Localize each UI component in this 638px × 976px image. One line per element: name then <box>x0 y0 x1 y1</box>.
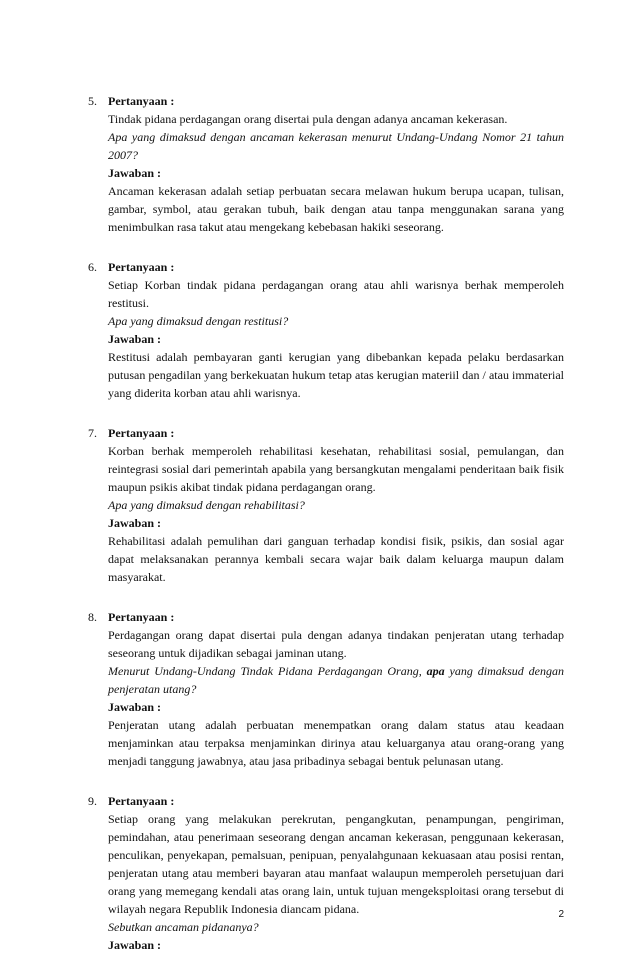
item-number: 6. <box>88 260 97 274</box>
answer-text: Ancaman kekerasan adalah setiap perbuatan secara melawan hukum berupa ucapan, tulisan, gambar, symbol, atau gerakan tubuh, baik dengan atau tanpa menggunakan sarana yang menimbulkan rasa takut atau mengekang kebebasan hakiki seseorang. <box>108 184 564 234</box>
answer-text: Restitusi adalah pembayaran ganti kerugian yang dibebankan kepada pelaku berdasarkan putusan pengadilan yang berkekuatan hukum tetap atas kerugian materiil dan / atau immaterial yang diderita korban atau ahli warisnya. <box>108 350 564 400</box>
answer-label: Jawaban : <box>108 700 162 714</box>
question-text <box>108 662 564 698</box>
question-statement: Tindak pidana perdagangan orang disertai pula dengan adanya ancaman kekerasan. <box>108 112 508 126</box>
qa-list <box>88 92 564 976</box>
qa-item-5 <box>88 92 564 236</box>
question-text: Apa yang dimaksud dengan ancaman kekerasan menurut Undang-Undang Nomor 21 tahun 2007? <box>108 130 564 162</box>
question-label: Pertanyaan : <box>108 94 175 108</box>
qa-item-6 <box>88 258 564 402</box>
item-number: 5. <box>88 94 97 108</box>
answer-label: Jawaban : <box>108 938 162 952</box>
question-statement: Setiap Korban tindak pidana perdagangan orang atau ahli warisnya berhak memperoleh restitusi. <box>108 278 564 310</box>
page-number: 2 <box>558 909 564 920</box>
qa-item-7 <box>88 424 564 586</box>
answer-label: Jawaban : <box>108 516 162 530</box>
question-text-start: Menurut Undang-Undang Tindak Pidana Perdagangan Orang, <box>108 664 427 678</box>
answer-label: Jawaban : <box>108 166 162 180</box>
question-label: Pertanyaan : <box>108 794 175 808</box>
question-text: Sebutkan ancaman pidananya? <box>108 920 259 934</box>
question-text-end: yang dimaksud dengan penjeratan utang? <box>108 664 564 696</box>
question-statement: Perdagangan orang dapat disertai pula dengan adanya tindakan penjeratan utang terhadap seseorang untuk dijadikan sebagai jaminan utang. <box>108 628 564 660</box>
item-number: 7. <box>88 426 97 440</box>
question-statement: Korban berhak memperoleh rehabilitasi kesehatan, rehabilitasi sosial, pemulangan, dan reintegrasi sosial dari pemerintah apabila yang bersangkutan mengalami penderitaan baik fisik maupun psikis akibat tindak pidana perdagangan orang. <box>108 444 564 494</box>
question-label: Pertanyaan : <box>108 260 175 274</box>
qa-item-8 <box>88 608 564 770</box>
question-text: Apa yang dimaksud dengan restitusi? <box>108 314 289 328</box>
answer-label: Jawaban : <box>108 332 162 346</box>
question-text-emphasis: apa <box>426 664 445 678</box>
answer-text: Rehabilitasi adalah pemulihan dari ganguan terhadap kondisi fisik, psikis, dan sosial agar dapat melaksanakan perannya kembali secara wajar baik dalam keluarga maupun dalam masyarakat. <box>108 534 564 584</box>
question-label: Pertanyaan : <box>108 426 175 440</box>
item-number: 8. <box>88 610 97 624</box>
question-text: Apa yang dimaksud dengan rehabilitasi? <box>108 498 305 512</box>
qa-item-9 <box>88 792 564 954</box>
question-label: Pertanyaan : <box>108 610 175 624</box>
question-statement: Setiap orang yang melakukan perekrutan, pengangkutan, penampungan, pengiriman, pemindahan, atau penerimaan seseorang dengan ancaman kekerasan, penggunaan kekerasan, penculikan, penyekapan, pemalsuan, penipuan, penyalahgunaan kekuasaan atau posisi rentan, penjeratan utang atau memberi bayaran atau manfaat walaupun memperoleh persetujuan dari orang yang memegang kendali atas orang lain, untuk tujuan mengeksploitasi orang tersebut di wilayah negara Republik Indonesia diancam pidana. <box>108 812 564 916</box>
item-number: 9. <box>88 794 97 808</box>
answer-text: Penjeratan utang adalah perbuatan menempatkan orang dalam status atau keadaan menjaminkan atau terpaksa menjaminkan dirinya atau keluarganya atau orang-orang yang menjadi tanggung jawabnya, atau jasa pribadinya sebagai bentuk pelunasan utang. <box>108 718 564 768</box>
